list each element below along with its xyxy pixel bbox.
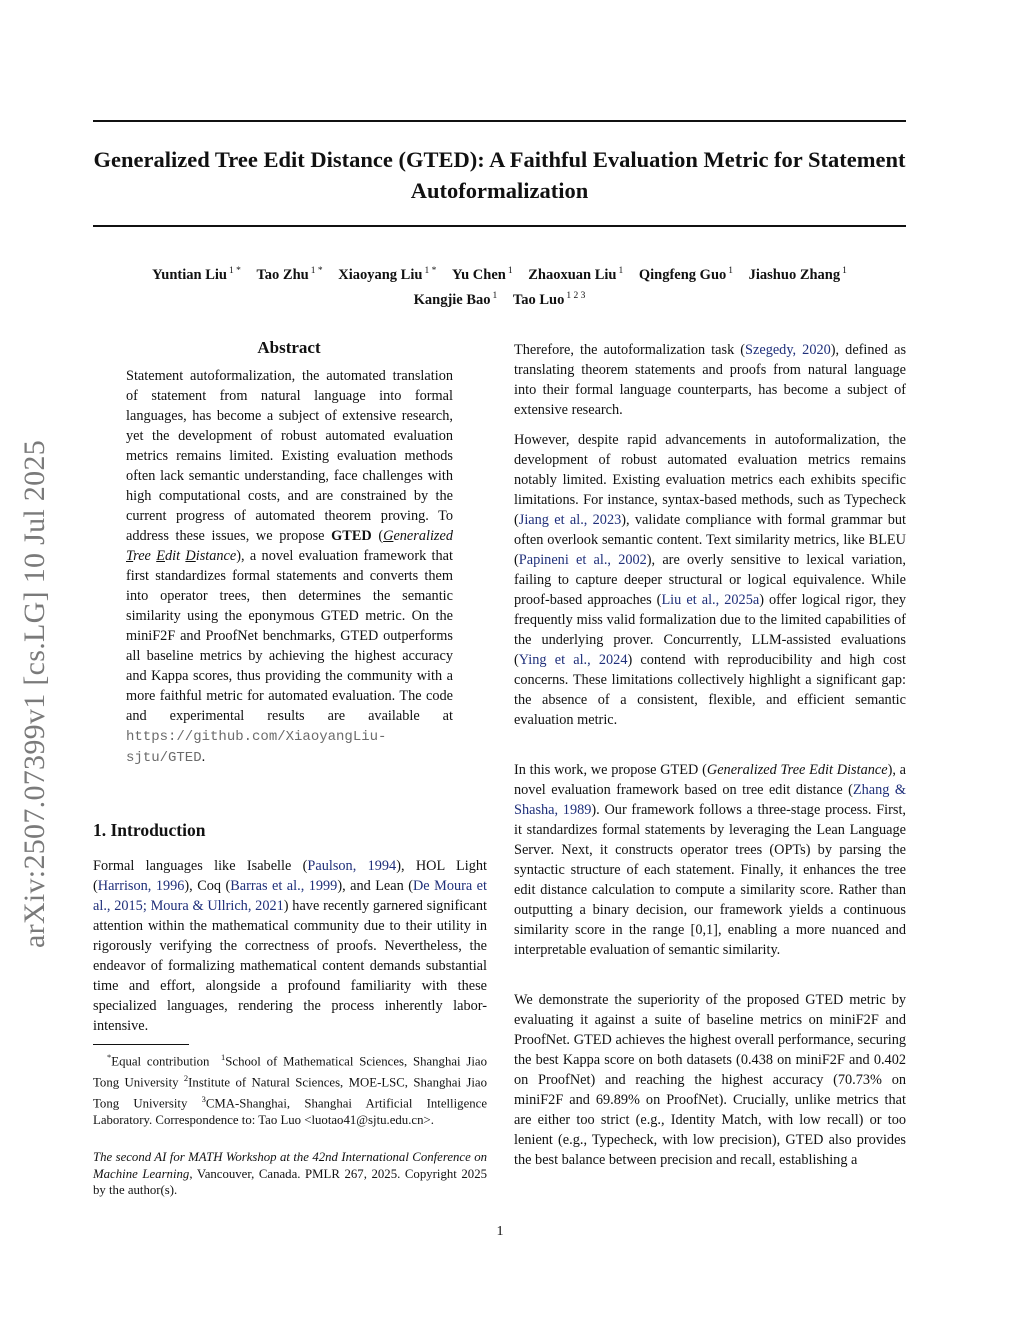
abstract-body: Statement autoformalization, the automated translation of statement from natural language into formal languages, has become a subject of extensive research, yet the development of robust automated evaluation metrics remains limited. Existing evaluation methods often lack semantic understanding, face challenges with high computational costs, and are constrained by the current progress of automated theorem proving. To address these issues, we propose GTED (Generalized Tree Edit Distance), a novel evaluation framework that first standardizes formal statements and converts them into operator trees, then determines the semantic similarity using the eponymous GTED metric. On the miniF2F and ProofNet benchmarks, GTED outperforms all baseline metrics by achieving the highest accuracy and Kappa scores, thus providing the community with a more faithful metric for automated evaluation. The code and experimental results are available at https://github.com/XiaoyangLiu-sjtu/GTED. <box>126 368 453 766</box>
footnote-affiliations: *Equal contribution $^1$School of Mathematical Sciences, Shanghai Jiao Tong University $^2$Institute of Natural Sciences, MOE-LSC, Shanghai Jiao Tong University $^3$CMA-Shanghai, Shanghai Artificial Intelligence Laboratory. Correspondence to: Tao Luo <luotao41@sjtu.edu.cn>. <box>93 1052 488 1127</box>
right-paragraph-2: However, despite rapid advancements in autoformalization, the development of robust automated evaluation metrics remains notably limited. Existing evaluation metrics each exhibits specific limitations. For instance, syntax-based methods, such as Typecheck (Jiang et al., 2023), validate compliance with formal grammar but often overlook semantic content. Text similarity metrics, like BLEU (Papineni et al., 2002), are overly sensitive to lexical variation, failing to capture deeper structural or logical equivalence. While proof-based approaches (Liu et al., 2025a) offer logical rigor, they frequently miss valid formalization due to the limited capabilities of the underlying prover. Concurrently, LLM-assisted evaluations (Ying et al., 2024) contend with reproducibility and high cost concerns. These limitations collectively highlight a significant gap: the absence of a consistent, flexible, and efficient semantic evaluation metric. <box>514 432 907 728</box>
citation-link[interactable]: Liu et al., 2025a <box>661 592 760 608</box>
author: Yuntian Liu $^{1 *}$ <box>152 266 241 283</box>
section-heading-introduction: 1. Introduction <box>93 820 206 840</box>
author: Yu Chen $^1$ <box>451 266 513 283</box>
citation-link[interactable]: Jiang et al., 2023 <box>518 512 622 528</box>
author-list <box>93 261 906 311</box>
arxiv-stamp: arXiv:2507.07399v1 [cs.LG] 10 Jul 2025 <box>18 439 51 948</box>
right-paragraph-1: Therefore, the autoformalization task (Szegedy, 2020), defined as translating theorem statements and proofs from natural language into their formal language counterparts, has become a subject of extensive research. <box>514 342 907 418</box>
citation-link[interactable]: Zhang & Shasha, 1989 <box>514 782 906 818</box>
author: Xiaoyang Liu $^{1 *}$ <box>338 266 437 283</box>
author: Jiashuo Zhang $^1$ <box>748 266 847 283</box>
citation-link[interactable]: De Moura et al., 2015; Moura & Ullrich, 2021 <box>93 878 487 914</box>
right-paragraph-4: We demonstrate the superiority of the proposed GTED metric by evaluating it against a suite of baseline metrics on miniF2F and ProofNet. GTED achieves the highest overall performance, securing the best Kappa score on both datasets (0.438 on miniF2F and 0.402 on ProofNet) and reaching the highest accuracy (70.73% on miniF2F and 69.89% on ProofNet). Crucially, unlike metrics that are either too strict (e.g., Identity Match, with low recall) or too lenient (e.g., Typecheck, with low precision), GTED also provides the best balance between precision and recall, establishing a <box>514 992 906 1168</box>
footnote-rule <box>93 1044 189 1045</box>
title-rule-bottom <box>93 225 906 227</box>
citation-link[interactable]: Ying et al., 2024 <box>518 652 628 668</box>
citation-link[interactable]: Papineni et al., 2002 <box>518 552 647 568</box>
page-number: 1 <box>496 1224 504 1239</box>
citation-link[interactable]: Paulson, 1994 <box>307 858 397 874</box>
citation-link[interactable]: Szegedy, 2020 <box>745 342 831 358</box>
right-paragraph-3: In this work, we propose GTED (Generalized Tree Edit Distance), a novel evaluation framework based on tree edit distance (Zhang & Shasha, 1989). Our framework follows a three-stage process. First, it standardizes formal statements by leveraging the Lean Language Server. Next, it constructs operator trees (OPTs) by parsing the syntactic structure of each statement. Finally, it enhances the tree edit distance calculation to compute a similarity score. Rather than outputting a binary decision, our framework yields a continuous similarity score in the range [0,1], enabling a more nuanced and interpretable evaluation of semantic similarity. <box>514 762 906 958</box>
author: Qingfeng Guo $^1$ <box>638 266 734 283</box>
author: Tao Zhu $^{1 *}$ <box>256 266 323 283</box>
title-rule-top <box>93 120 906 122</box>
author: Tao Luo $^{1 2 3}$ <box>512 290 586 308</box>
code-url-link[interactable]: https://github.com/XiaoyangLiu-sjtu/GTED <box>126 729 387 766</box>
citation-link[interactable]: Barras et al., 1999 <box>230 878 338 894</box>
introduction-paragraph: Formal languages like Isabelle (Paulson, 1994), HOL Light (Harrison, 1996), Coq (Barras et al., 1999), and Lean (De Moura et al., 2015; Moura & Ullrich, 2021) have recently garnered significant attention within the mathematical community due to their utility in rigorously verifying the correctness of proofs. Nevertheless, the endeavor of formalizing mathematical content demands substantial time and effort, alongside a profound familiarity with these specialized languages, rendering the process inherently labor-intensive. <box>93 858 488 1034</box>
paper-title: Generalized Tree Edit Distance (GTED): A Faithful Evaluation Metric for Statement Autoformalization <box>93 147 906 203</box>
abstract-heading: Abstract <box>257 338 321 357</box>
author: Zhaoxuan Liu $^1$ <box>528 266 624 283</box>
author: Kangjie Bao $^1$ <box>413 290 498 308</box>
venue-note: The second AI for MATH Workshop at the 42nd International Conference on Machine Learning, Vancouver, Canada. PMLR 267, 2025. Copyright 2025 by the author(s). <box>93 1150 487 1198</box>
citation-link[interactable]: Harrison, 1996 <box>97 878 185 894</box>
